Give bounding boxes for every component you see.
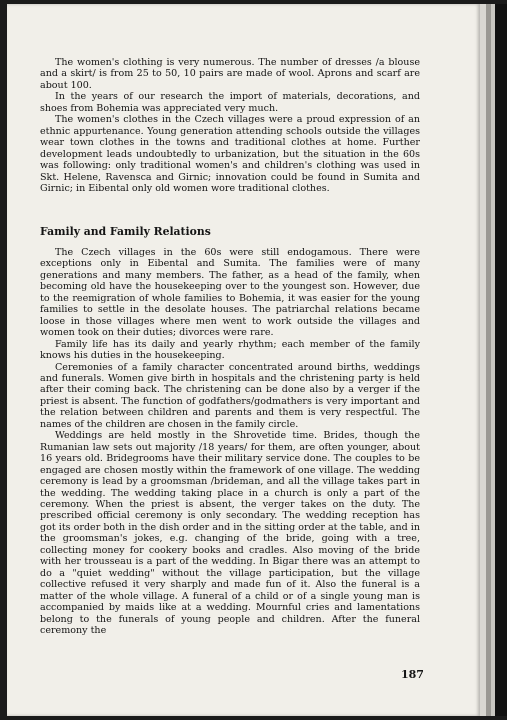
book-cover-edge (495, 4, 507, 716)
paragraphs-before (40, 57, 420, 194)
paragraph: Weddings are held mostly in the Shrovetide time. Brides, though the Rumanian law sets out majority /18 years/ for them, are often younger, about 16 years old. Bridegrooms have their military service done. The couples to be engaged are chosen mostly within the framework of one village. The wedding ceremony is lead by a groomsman /brideman, and all the village takes part in the wedding. The wedding taking place in a church is only a part of the ceremony. When the priest is absent, the verger takes on the duty. The prescribed official ceremony is only secondary. The wedding reception has got its order both in the dish order and in the sitting order at the table, and in the groomsman's jokes, e.g. changing of the bride, going with a tree, collecting money for cookery books and cradles. Also moving of the bride with her trousseau is a part of the wedding. In Bigar there was an attempt to do a "quiet wedding" without the village participation, but the village collective refused it very sharply and made fun of it. Also the funeral is a matter of the whole village. A funeral of a child or of a single young man is accompanied by maids like at a wedding. Mournful cries and lamentations belong to the funerals of young people and children. After the funeral ceremony the (40, 430, 420, 636)
section-heading: Family and Family Relations (40, 225, 211, 238)
paragraphs-after (40, 247, 420, 636)
paragraph: The women's clothing is very numerous. The number of dresses /a blouse and a skirt/ is from 25 to 50, 10 pairs are made of wool. Aprons and scarf are about 100. (40, 57, 420, 91)
paragraph: Family life has its daily and yearly rhythm; each member of the family knows his duties in the housekeeping. (40, 338, 420, 362)
page-number: 187 (401, 668, 424, 681)
paragraph: The women's clothes in the Czech villages were a proud expression of an ethnic appurtenance. Young generation attending schools outside the villages wear town clothes in the towns and traditional clothes at home. Further development leads undoubtedly to urbanization, but the situation in the 60s was following: only traditional women's and children's clothing was used in Skt. Helene, Ravensca and Girnic; innovation could be found in Sumita and Girnic; in Eibental only old women wore traditional clothes. (40, 114, 420, 194)
paragraph: In the years of our research the import of materials, decorations, and shoes from Bohemia was appreciated very much. (40, 91, 420, 114)
paragraph: Ceremonies of a family character concentrated around births, weddings and funerals. Women give birth in hospitals and the christening party is held after their coming back. The christening can be done also by a verger if the priest is absent. The function of godfathers/godmathers is very important and the relation between children and parents and them is very respectful. The names of the children are chosen in the family circle. (40, 361, 420, 430)
book-page (7, 4, 480, 716)
paragraph: The Czech villages in the 60s were still endogamous. There were exceptions only in Eibental and Sumita. The families were of many generations and many members. The father, as a head of the family, when becoming old have the housekeeping over to the youngest son. However, due to the reemigration of whole families to Bohemia, it was easier for the young families to settle in the desolate houses. The patriarchal relations became loose in those villages where men went to work outside the villages and women took on their duties; divorces were rare. (40, 247, 420, 339)
